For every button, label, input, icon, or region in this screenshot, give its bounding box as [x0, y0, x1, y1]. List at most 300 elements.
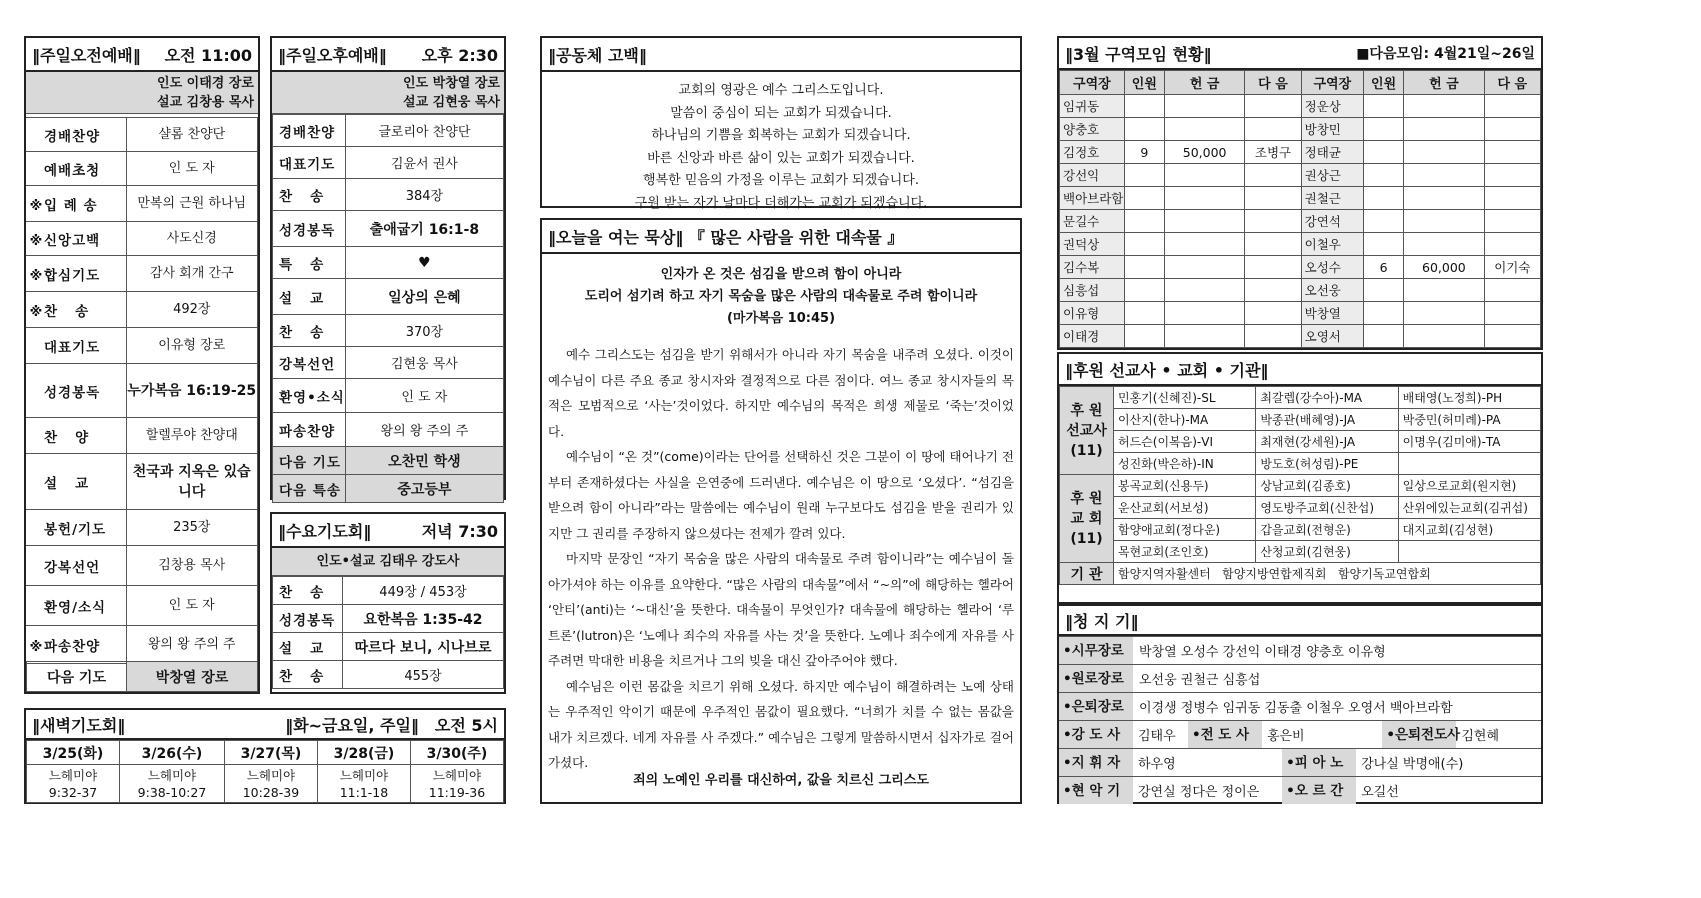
dawn-reading-cell [410, 765, 503, 803]
wednesday-row-label: 찬 송 [273, 577, 343, 605]
afternoon-row-value: 중고등부 [345, 475, 503, 503]
district-cell [1363, 233, 1403, 256]
district-leader: 박창열 [1301, 302, 1363, 325]
morning-row-label: 강복선언 [44, 559, 101, 576]
church-entry: 산청교회(김현웅) [1256, 541, 1398, 563]
district-table [1059, 70, 1541, 348]
cleaning-header [1059, 606, 1541, 636]
morning-row-label-cell [26, 118, 126, 152]
morning-row-value: 사도신경 [126, 222, 258, 256]
afternoon-row-value: 370장 [345, 315, 503, 347]
confession-line: 구원 받는 자가 날마다 더해가는 교회가 되겠습니다. [634, 195, 928, 211]
morning-row [26, 292, 258, 328]
district-cell [1124, 233, 1164, 256]
district-cell [1245, 95, 1301, 118]
support-title: ‖후원 선교사 • 교회 • 기관‖ [1065, 360, 1269, 380]
district-cell [1363, 187, 1403, 210]
wednesday-title: ‖수요기도회‖ [278, 521, 372, 541]
afternoon-row-value: 일상의 은혜 [345, 279, 503, 315]
afternoon-title: ‖주일오후예배‖ [278, 45, 387, 65]
morning-row-value: 만복의 근원 하나님 [126, 186, 258, 222]
staff-name: 하우영 [1138, 757, 1176, 772]
morning-row-label-cell [26, 292, 126, 328]
morning-row-value: 감사 회개 간구 [126, 256, 258, 292]
wednesday-row-value: 요한복음 1:35-42 [343, 605, 504, 633]
morning-row-value: 인 도 자 [126, 152, 258, 186]
dawn-schedule-table [26, 740, 504, 803]
church-entry: 봉곡교회(신용두) [1114, 475, 1256, 497]
wednesday-row [273, 605, 504, 633]
dawn-reading-cell [317, 765, 410, 803]
afternoon-row-value: 김현웅 목사 [345, 347, 503, 379]
district-header [1059, 38, 1541, 70]
district-leader: 양충호 [1060, 118, 1125, 141]
district-row [1060, 210, 1541, 233]
meditation-body [542, 330, 1020, 776]
support-box [1057, 352, 1543, 604]
district-cell [1484, 141, 1540, 164]
church-entry: 일상으로교회(원지현) [1398, 475, 1540, 497]
district-cell [1484, 302, 1540, 325]
district-leader: 김수복 [1060, 256, 1125, 279]
district-next: ■다음모임: 4월21일~26일 [1356, 46, 1535, 62]
missionary-entry: 배태영(노정희)-PH [1398, 387, 1540, 409]
district-col-header: 다 음 [1484, 71, 1540, 95]
confession-line: 말씀이 중심이 되는 교회가 되겠습니다. [670, 105, 892, 121]
org-list: 함양지역자활센터 함양지방연합제직회 함양기독교연합회 [1114, 563, 1541, 585]
district-title: ‖3월 구역모임 현황‖ [1065, 44, 1212, 64]
morning-order-table [26, 117, 258, 664]
wednesday-row-label: 설 교 [273, 633, 343, 661]
district-cell [1164, 256, 1244, 279]
district-leader: 정운상 [1301, 95, 1363, 118]
morning-row-label-cell [26, 328, 126, 364]
district-cell: 6 [1363, 256, 1403, 279]
morning-row [26, 626, 258, 664]
asterisk-mark: ※ [29, 233, 43, 249]
district-cell [1404, 302, 1484, 325]
morning-row [26, 364, 258, 418]
missionary-entry: 성진화(박은하)-IN [1114, 453, 1256, 475]
district-cell [1124, 118, 1164, 141]
district-cell [1404, 95, 1484, 118]
morning-row [26, 118, 258, 152]
district-row [1060, 302, 1541, 325]
staff-row [1059, 748, 1541, 776]
district-cell [1245, 118, 1301, 141]
asterisk-mark: ※ [29, 304, 43, 320]
missionary-label: 후 원 선교사 (11) [1060, 387, 1114, 475]
staff-entry [1059, 777, 1282, 804]
meditation-verse [542, 254, 1020, 330]
support-table [1059, 386, 1541, 585]
afternoon-row-value: ♥ [345, 247, 503, 279]
morning-header [26, 38, 258, 72]
church-entry: 함양애교회(정다운) [1114, 519, 1256, 541]
district-leader: 오성수 [1301, 256, 1363, 279]
district-cell [1363, 302, 1403, 325]
confession-title: ‖공동체 고백‖ [548, 45, 647, 65]
meditation-box [540, 218, 1022, 804]
confession-line: 바른 신앙과 바른 삶이 있는 교회가 되겠습니다. [647, 150, 915, 166]
district-cell: 이기숙 [1484, 256, 1540, 279]
district-cell [1124, 256, 1164, 279]
district-row [1060, 279, 1541, 302]
church-row [1060, 475, 1541, 497]
district-leader: 권상근 [1301, 164, 1363, 187]
staff-entry [1382, 721, 1541, 748]
meditation-title: ‖오늘을 여는 묵상‖ 『 많은 사람을 위한 대속물 』 [548, 227, 904, 247]
staff-row [1059, 776, 1541, 804]
afternoon-row-label: 대표기도 [273, 147, 346, 179]
afternoon-row-value: 오찬민 학생 [345, 447, 503, 475]
confession-line: 교회의 영광은 예수 그리스도입니다. [678, 83, 884, 98]
morning-row-label: 찬 송 [44, 303, 90, 320]
morning-row-value: 492장 [126, 292, 258, 328]
district-col-header: 헌 금 [1164, 71, 1244, 95]
district-row [1060, 164, 1541, 187]
dawn-days: ‖화~금요일, 주일‖ [285, 715, 419, 735]
district-cell [1484, 325, 1540, 348]
district-cell [1484, 95, 1540, 118]
afternoon-row [273, 247, 504, 279]
district-row [1060, 233, 1541, 256]
church-row [1060, 541, 1541, 563]
afternoon-row-label: 설 교 [273, 279, 346, 315]
wednesday-row [273, 661, 504, 689]
afternoon-row [273, 179, 504, 211]
missionary-entry: 박종관(배혜영)-JA [1256, 409, 1398, 431]
district-col-header: 헌 금 [1404, 71, 1484, 95]
district-cell [1363, 164, 1403, 187]
staff-label: •은퇴전도사 [1382, 721, 1456, 748]
afternoon-row-value: 384장 [345, 179, 503, 211]
missionary-entry: 방도호(허성림)-PE [1256, 453, 1398, 475]
morning-service [24, 36, 260, 694]
district-cell [1245, 279, 1301, 302]
elder-names: 오선웅 권철근 심흥섭 [1139, 673, 1261, 688]
district-cell [1124, 164, 1164, 187]
morning-row-label-cell [26, 186, 126, 222]
dawn-reading-cell [224, 765, 317, 803]
staff-row [1059, 720, 1541, 748]
afternoon-row-value: 출애굽기 16:1-8 [345, 211, 503, 247]
morning-row-label: 신앙고백 [44, 232, 101, 249]
afternoon-row [273, 147, 504, 179]
meditation-header [542, 220, 1020, 254]
district-row [1060, 325, 1541, 348]
morning-row-label: 경배찬양 [44, 128, 101, 145]
morning-row-label: 환영/소식 [44, 599, 107, 616]
district-cell: 9 [1124, 141, 1164, 164]
district-leader: 오영서 [1301, 325, 1363, 348]
morning-row-label-cell [26, 256, 126, 292]
dawn-time: 오전 5시 [434, 715, 498, 735]
dawn-prayer [24, 708, 506, 804]
dawn-book: 느헤미야 [246, 767, 296, 783]
elder-names: 이경생 정병수 임귀동 김동출 이철우 오영서 백아브라함 [1139, 701, 1453, 716]
staff-label: •피 아 노 [1282, 749, 1356, 776]
morning-row-label-cell [26, 586, 126, 626]
church-entry: 영도방주교회(신찬섭) [1256, 497, 1398, 519]
morning-row-label: 입 례 송 [44, 197, 98, 214]
district-cell [1484, 164, 1540, 187]
district-leader: 이철우 [1301, 233, 1363, 256]
morning-row [26, 454, 258, 510]
confession-box [540, 36, 1022, 211]
district-cell [1484, 118, 1540, 141]
district-leader: 강선익 [1060, 164, 1125, 187]
district-cell: 50,000 [1164, 141, 1244, 164]
afternoon-leaders [272, 72, 504, 114]
church-entry: 운산교회(서보성) [1114, 497, 1256, 519]
district-cell [1164, 279, 1244, 302]
afternoon-row [273, 315, 504, 347]
afternoon-preacher: 설교 김현웅 목사 [403, 95, 500, 110]
meditation-closing: 죄의 노예인 우리를 대신하여, 값을 치르신 그리스도 [633, 773, 929, 788]
district-cell [1404, 164, 1484, 187]
afternoon-row-label: 찬 송 [273, 179, 346, 211]
staff-label: •시무장로 [1059, 637, 1133, 664]
afternoon-row-label: 다음 기도 [273, 447, 346, 475]
church-entry: 상남교회(김종호) [1256, 475, 1398, 497]
district-cell [1164, 325, 1244, 348]
staff-name: 홍은비 [1266, 729, 1305, 744]
staff-label: •강 도 사 [1059, 721, 1133, 748]
district-col-header: 인원 [1124, 71, 1164, 95]
morning-row-value: 이유형 장로 [126, 328, 258, 364]
missionary-entry: 이산지(한나)-MA [1114, 409, 1256, 431]
staff-label: •전 도 사 [1188, 721, 1262, 748]
staff-label: •현 악 기 [1059, 777, 1133, 804]
meditation-paragraph: 예수님이 “온 것”(come)이라는 단어를 선택하신 것은 그분이 이 땅에 태어나기 전부터 존재하셨다는 사실을 은연중에 드러낸다. 예수님은 이 땅으로 ‘오셨다’. “섬김을 받으려 함이 아니라”라는 말씀에는 예수님이 원래 누구보다도 섬김을 받을 권리가 있지만 그 권리를 주장하지 않으셨다는 전제가 깔려 있다. [548, 449, 1014, 541]
missionary-row [1060, 453, 1541, 475]
district-cell [1245, 233, 1301, 256]
dawn-refs-row [27, 765, 504, 803]
district-cell [1124, 279, 1164, 302]
dawn-ref: 11:19-36 [428, 784, 486, 800]
afternoon-row [273, 347, 504, 379]
district-cell [1363, 118, 1403, 141]
staff-entry [1282, 777, 1541, 804]
district-cell [1164, 118, 1244, 141]
morning-row-label: 성경봉독 [44, 384, 101, 401]
support-header [1059, 354, 1541, 386]
district-cell: 60,000 [1404, 256, 1484, 279]
wednesday-row-label: 찬 송 [273, 661, 343, 689]
dawn-ref: 10:28-39 [242, 784, 300, 800]
district-row [1060, 95, 1541, 118]
confession-lines [542, 72, 1020, 215]
staff-label: •오 르 간 [1282, 777, 1356, 804]
missionary-row [1060, 409, 1541, 431]
missionary-entry: 최갈렙(강수아)-MA [1256, 387, 1398, 409]
district-col-header: 인원 [1363, 71, 1403, 95]
morning-row-label: 봉헌/기도 [44, 521, 107, 538]
wednesday-service [270, 512, 506, 694]
missionary-entry: 민홍기(신혜진)-SL [1114, 387, 1256, 409]
dawn-title: ‖새벽기도회‖ [32, 715, 126, 735]
afternoon-row [273, 447, 504, 475]
district-col-header: 다 음 [1245, 71, 1301, 95]
morning-row [26, 256, 258, 292]
morning-row-label-cell [26, 546, 126, 586]
district-cell [1245, 325, 1301, 348]
district-row [1060, 256, 1541, 279]
church-row [1060, 497, 1541, 519]
dawn-date: 3/30(주) [410, 741, 503, 765]
church-entry [1398, 541, 1540, 563]
district-cell [1245, 164, 1301, 187]
morning-row [26, 328, 258, 364]
morning-row-value: 235장 [126, 510, 258, 546]
afternoon-time: 오후 2:30 [421, 45, 498, 65]
meditation-paragraph: 예수 그리스도는 섬김을 받기 위해서가 아니라 자기 목숨을 내주려 오셨다. 이것이 예수님이 다른 주요 종교 창시자와 결정적으로 다른 점이다. 여느 종교 창시자들의 목적은 모범적으로 ‘사는’것이었다. 하지만 예수님의 목적은 희생 제물로 ‘죽는’것이었다. [548, 347, 1014, 439]
district-cell [1245, 302, 1301, 325]
morning-row [26, 222, 258, 256]
staff-name: 김태우 [1138, 729, 1176, 744]
morning-preacher: 설교 김창용 목사 [157, 95, 254, 110]
dawn-book: 느헤미야 [48, 767, 98, 783]
morning-leader: 인도 이태경 장로 [157, 76, 254, 91]
dawn-dates-row [27, 741, 504, 765]
district-leader: 백아브라함 [1060, 187, 1125, 210]
dawn-date: 3/27(목) [224, 741, 317, 765]
afternoon-row-value: 글로리아 찬양단 [345, 115, 503, 147]
morning-row-label-cell [26, 152, 126, 186]
district-row [1060, 141, 1541, 164]
morning-row-label-cell [26, 510, 126, 546]
meditation-paragraph: 마지막 문장인 “자기 목숨을 많은 사람의 대속물로 주려 함이니라”는 예수님이 돌아가셔야 하는 이유를 요약한다. “많은 사람의 대속물”에서 “~의”에 해당하는 헬라어 ‘안티’(anti)는 ‘~대신’을 뜻한다. 대속물이 무엇인가? 대속물에 해당하는 헬라어 ‘루트론’(lutron)은 ‘노예나 죄수의 자유를 사는 것’을 뜻한다. 노예나 죄수에게 자유를 사 주려면 막대한 비용을 치르거나 그의 빚을 대신 갚아주어야 했다. [548, 551, 1014, 668]
morning-row [26, 186, 258, 222]
district-leader: 정태균 [1301, 141, 1363, 164]
afternoon-row [273, 115, 504, 147]
district-leader: 이태경 [1060, 325, 1125, 348]
district-cell [1404, 187, 1484, 210]
morning-row-value: 샬롬 찬양단 [126, 118, 258, 152]
wednesday-header [272, 514, 504, 548]
church-entry: 목현교회(조인호) [1114, 541, 1256, 563]
morning-next [26, 661, 258, 692]
district-cell [1164, 187, 1244, 210]
district-leader: 문길수 [1060, 210, 1125, 233]
asterisk-mark: ※ [29, 198, 43, 214]
elder-row [1059, 664, 1541, 692]
morning-row-value: 왕의 왕 주의 주 [126, 626, 258, 664]
district-cell [1404, 141, 1484, 164]
district-leader: 권철근 [1301, 187, 1363, 210]
district-box [1057, 36, 1543, 350]
district-leader: 권덕상 [1060, 233, 1125, 256]
elder-names: 박창열 오성수 강선익 이태경 양충호 이유형 [1139, 645, 1386, 660]
morning-row-label-cell [26, 222, 126, 256]
asterisk-mark: ※ [29, 268, 43, 284]
confession-line: 하나님의 기쁨을 회복하는 교회가 되겠습니다. [651, 128, 911, 143]
elder-row [1059, 692, 1541, 720]
morning-row-label-cell [26, 626, 126, 664]
afternoon-row [273, 413, 504, 447]
district-col-header: 구역장 [1060, 71, 1125, 95]
district-cell [1164, 95, 1244, 118]
afternoon-row-label: 특 송 [273, 247, 346, 279]
org-row [1060, 563, 1541, 585]
dawn-book: 느헤미야 [339, 767, 389, 783]
morning-row-label-cell [26, 418, 126, 454]
dawn-ref: 9:38-10:27 [137, 784, 207, 800]
district-cell [1164, 210, 1244, 233]
wednesday-time: 저녁 7:30 [421, 521, 498, 541]
district-leader: 방창민 [1301, 118, 1363, 141]
district-cell [1164, 233, 1244, 256]
district-cell [1124, 95, 1164, 118]
district-cell [1245, 187, 1301, 210]
missionary-entry [1398, 453, 1540, 475]
district-cell [1484, 187, 1540, 210]
district-cell [1124, 302, 1164, 325]
staff-name: 강연실 정다은 정이은 [1138, 785, 1260, 800]
district-leader: 김정호 [1060, 141, 1125, 164]
staff-label: •지 휘 자 [1059, 749, 1133, 776]
meditation-verse-ref: (마가복음 10:45) [726, 311, 836, 326]
wednesday-row [273, 633, 504, 661]
morning-row [26, 586, 258, 626]
staff-entry [1188, 721, 1382, 748]
afternoon-row [273, 279, 504, 315]
missionary-entry: 최재현(강세원)-JA [1256, 431, 1398, 453]
church-row [1060, 519, 1541, 541]
district-cell [1363, 95, 1403, 118]
afternoon-order-table [272, 114, 504, 503]
cleaning-body [1059, 636, 1541, 804]
afternoon-row [273, 475, 504, 503]
afternoon-row-value: 왕의 왕 주의 주 [345, 413, 503, 447]
morning-row-label: 찬 양 [44, 429, 90, 446]
cleaning-title: ‖청 지 기‖ [1065, 611, 1139, 631]
dawn-date: 3/28(금) [317, 741, 410, 765]
afternoon-service [270, 36, 506, 500]
afternoon-row-label: 경배찬양 [273, 115, 346, 147]
staff-label: •은퇴장로 [1059, 693, 1133, 720]
morning-time: 오전 11:00 [164, 45, 252, 65]
district-cell [1404, 325, 1484, 348]
afternoon-row-label: 다음 특송 [273, 475, 346, 503]
morning-row-label: 대표기도 [44, 339, 101, 356]
district-row [1060, 187, 1541, 210]
dawn-date: 3/26(수) [120, 741, 225, 765]
district-cell [1404, 279, 1484, 302]
district-leader: 오선웅 [1301, 279, 1363, 302]
missionary-entry: 허드슨(이복음)-VI [1114, 431, 1256, 453]
staff-name: 김현혜 [1461, 729, 1500, 744]
staff-entry [1059, 721, 1188, 748]
dawn-ref: 9:32-37 [48, 784, 98, 800]
meditation-verse-line1: 인자가 온 것은 섬김을 받으려 함이 아니라 [660, 267, 902, 282]
dawn-date: 3/25(화) [27, 741, 120, 765]
meditation-verse-line2: 도리어 섬기려 하고 자기 목숨을 많은 사람의 대속물로 주려 함이니라 [584, 289, 978, 304]
district-cell [1245, 256, 1301, 279]
staff-label: •원로장로 [1059, 665, 1133, 692]
missionary-entry: 박중민(허미례)-PA [1398, 409, 1540, 431]
morning-next-value: 박창열 장로 [127, 662, 258, 692]
afternoon-row-value: 김윤서 권사 [345, 147, 503, 179]
staff-entry [1282, 749, 1541, 776]
district-cell: 조병구 [1245, 141, 1301, 164]
church-entry: 대지교회(김성현) [1398, 519, 1540, 541]
morning-row-value: 인 도 자 [126, 586, 258, 626]
district-col-header: 구역장 [1301, 71, 1363, 95]
cleaning-box [1057, 604, 1543, 804]
wednesday-row [273, 577, 504, 605]
